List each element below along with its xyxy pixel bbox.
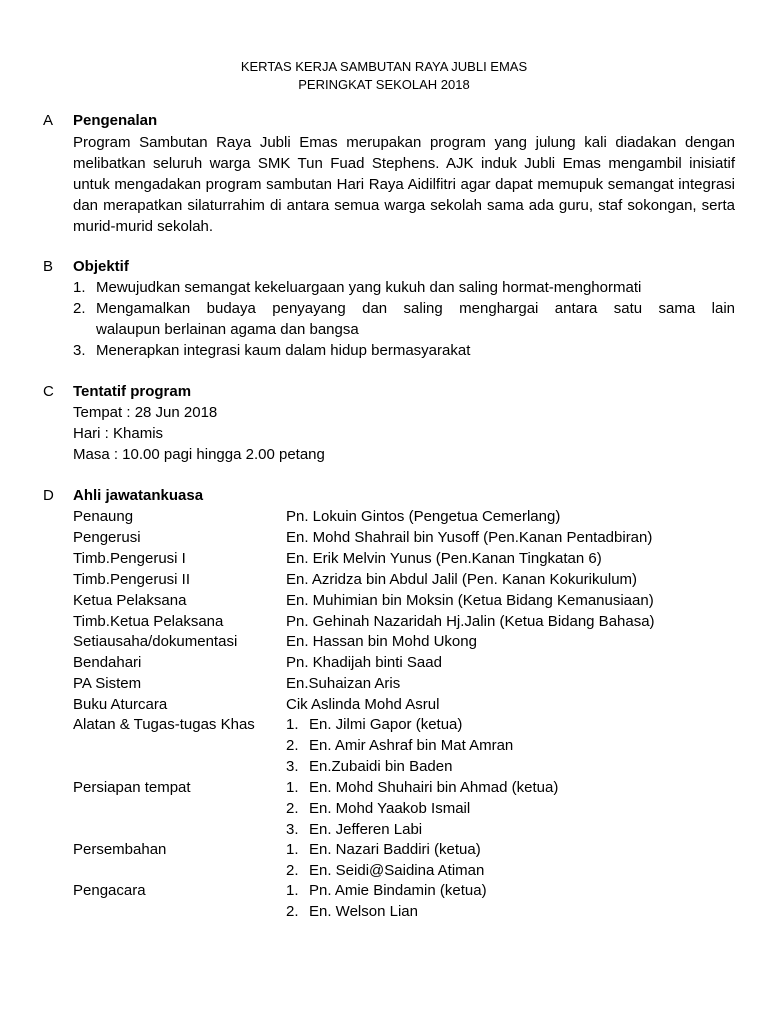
section-c-title: Tentatif program bbox=[73, 383, 192, 400]
objective-text: Menerapkan integrasi kaum dalam hidup bermasyarakat bbox=[96, 342, 471, 359]
committee-member: En. Nazari Baddiri (ketua) bbox=[309, 841, 481, 858]
committee-role: Penaung bbox=[73, 508, 134, 525]
committee-group-role: Persiapan tempat bbox=[73, 779, 191, 796]
committee-role: PA Sistem bbox=[73, 675, 142, 692]
committee-member: En. Amir Ashraf bin Mat Amran bbox=[309, 737, 514, 754]
program-venue-date: Tempat : 28 Jun 2018 bbox=[73, 404, 218, 421]
committee-member: Cik Aslinda Mohd Asrul bbox=[286, 696, 440, 713]
member-number: 3. bbox=[286, 821, 299, 838]
member-number: 1. bbox=[286, 882, 299, 899]
committee-member: En. Jilmi Gapor (ketua) bbox=[309, 716, 463, 733]
committee-member: Pn. Gehinah Nazaridah Hj.Jalin (Ketua Bidang Bahasa) bbox=[286, 613, 655, 630]
section-d-letter: D bbox=[43, 487, 54, 504]
objective-number: 3. bbox=[73, 342, 86, 359]
committee-member: En. Seidi@Saidina Atiman bbox=[309, 862, 485, 879]
member-number: 1. bbox=[286, 779, 299, 796]
member-number: 3. bbox=[286, 758, 299, 775]
committee-member: En.Suhaizan Aris bbox=[286, 675, 401, 692]
committee-member: En. Mohd Shahrail bin Yusoff (Pen.Kanan Pentadbiran) bbox=[286, 529, 653, 546]
objective-text: Mengamalkan budaya penyayang dan saling menghargai antara satu sama lain bbox=[96, 300, 735, 317]
committee-role: Bendahari bbox=[73, 654, 142, 671]
objective-number: 1. bbox=[73, 279, 86, 296]
committee-role: Timb.Pengerusi II bbox=[73, 571, 190, 588]
committee-member: Pn. Amie Bindamin (ketua) bbox=[309, 882, 487, 899]
committee-group-role: Alatan & Tugas-tugas Khas bbox=[73, 716, 255, 733]
program-time: Masa : 10.00 pagi hingga 2.00 petang bbox=[73, 446, 325, 463]
committee-member: En. Azridza bin Abdul Jalil (Pen. Kanan Kokurikulum) bbox=[286, 571, 638, 588]
committee-member: En. Welson Lian bbox=[309, 903, 418, 920]
committee-member: En. Mohd Shuhairi bin Ahmad (ketua) bbox=[309, 779, 559, 796]
committee-role: Pengerusi bbox=[73, 529, 141, 546]
committee-member: Pn. Lokuin Gintos (Pengetua Cemerlang) bbox=[286, 508, 561, 525]
member-number: 2. bbox=[286, 903, 299, 920]
committee-group-role: Pengacara bbox=[73, 882, 146, 899]
committee-role: Setiausaha/dokumentasi bbox=[73, 633, 238, 650]
section-a-body: Program Sambutan Raya Jubli Emas merupakan program yang julung kali diadakan dengan melibatkan seluruh warga SMK Tun Fuad Stephens. AJK induk Jubli Emas mengambil inisiatif untuk mengadakan program sambutan Hari Raya Aidilfitri agar dapat memupuk semangat integrasi dan merapatkan silaturrahim di antara semua warga sekolah sama ada guru, staf sokongan, serta murid-murid sekolah. bbox=[73, 134, 735, 235]
committee-member: En. Jefferen Labi bbox=[309, 821, 423, 838]
member-number: 1. bbox=[286, 716, 299, 733]
member-number: 1. bbox=[286, 841, 299, 858]
document-title-line1: KERTAS KERJA SAMBUTAN RAYA JUBLI EMAS bbox=[240, 59, 528, 74]
objective-number: 2. bbox=[73, 300, 86, 317]
section-b-letter: B bbox=[43, 258, 54, 275]
section-a-title: Pengenalan bbox=[73, 112, 158, 129]
program-day: Hari : Khamis bbox=[73, 425, 164, 442]
section-b-title: Objektif bbox=[73, 258, 129, 275]
committee-role: Buku Aturcara bbox=[73, 696, 168, 713]
committee-member: En. Muhimian bin Moksin (Ketua Bidang Kemanusiaan) bbox=[286, 592, 654, 609]
committee-member: En. Erik Melvin Yunus (Pen.Kanan Tingkatan 6) bbox=[286, 550, 602, 567]
objective-text-continued: walaupun berlainan agama dan bangsa bbox=[96, 321, 359, 338]
section-a-letter: A bbox=[43, 112, 54, 129]
committee-role: Ketua Pelaksana bbox=[73, 592, 187, 609]
committee-member: En.Zubaidi bin Baden bbox=[309, 758, 453, 775]
section-c-letter: C bbox=[43, 383, 54, 400]
committee-member: En. Mohd Yaakob Ismail bbox=[309, 800, 471, 817]
member-number: 2. bbox=[286, 862, 299, 879]
committee-member: En. Hassan bin Mohd Ukong bbox=[286, 633, 477, 650]
committee-role: Timb.Pengerusi I bbox=[73, 550, 186, 567]
section-d-title: Ahli jawatankuasa bbox=[73, 487, 204, 504]
document-title-line2: PERINGKAT SEKOLAH 2018 bbox=[298, 77, 470, 92]
committee-member: Pn. Khadijah binti Saad bbox=[286, 654, 442, 671]
objective-text: Mewujudkan semangat kekeluargaan yang kukuh dan saling hormat-menghormati bbox=[96, 279, 642, 296]
committee-group-role: Persembahan bbox=[73, 841, 167, 858]
member-number: 2. bbox=[286, 800, 299, 817]
member-number: 2. bbox=[286, 737, 299, 754]
committee-role: Timb.Ketua Pelaksana bbox=[73, 613, 224, 630]
